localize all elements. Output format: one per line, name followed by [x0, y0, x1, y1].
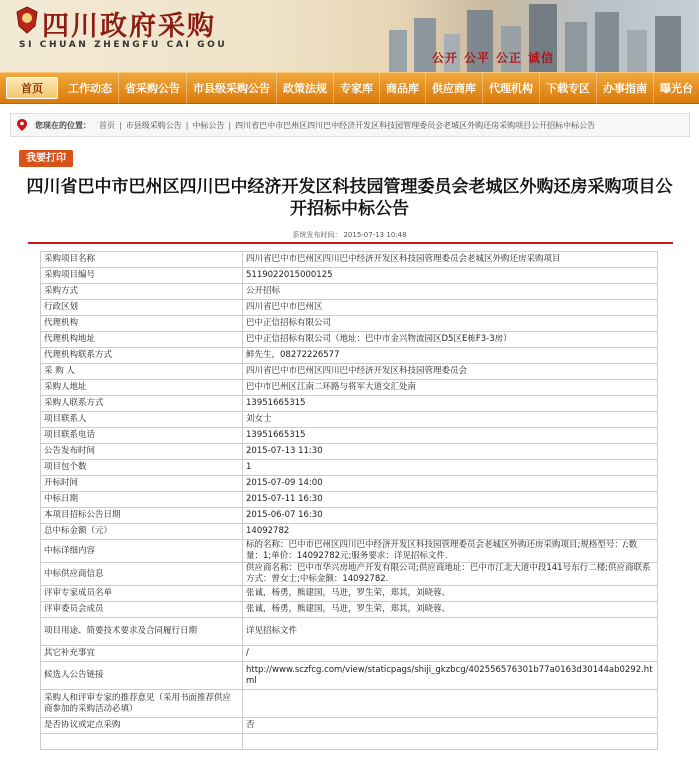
- table-row: 采购人和评审专家的推荐意见（采用书面推荐供应商参加的采购活动必填）: [41, 690, 658, 718]
- table-row: 采购项目名称 四川省巴中市巴州区四川巴中经济开发区科技园管理委员会老城区外购还房采购项目: [41, 252, 658, 268]
- table-row: 是否协议或定点采购 否: [41, 718, 658, 734]
- publish-time: 系统发布时间： 2015-07-13 10:48: [292, 231, 407, 239]
- nav-guide[interactable]: 办事指南: [597, 73, 654, 103]
- emblem-icon: [15, 6, 39, 34]
- table-row: [41, 734, 658, 750]
- nav-city-notices[interactable]: 市县级采购公告: [187, 73, 277, 103]
- table-row: 项目包个数 1: [41, 460, 658, 476]
- table-row: 采购项目编号 511902201500012​5: [41, 268, 658, 284]
- table-row: 代理机构地址 巴中正信招标有限公司（地址：巴中市金兴物流园区D5区E栋F3-3房）: [41, 332, 658, 348]
- table-row: 公告发布时间 2015-07-13 11:30: [41, 444, 658, 460]
- table-row: 代理机构 巴中正信招标有限公司: [41, 316, 658, 332]
- table-row: 开标时间 2015-07-09 14:00: [41, 476, 658, 492]
- breadcrumb: 您现在的位置： 首页 | 市县级采购公告 | 中标公告 | 四川省巴中市巴州区四川巴中经济开发区科技园管理委员会老城区外购还房采购项目公开招标中标公告: [10, 113, 690, 137]
- table-row: 评审专家成员名单 张诚，杨勇，熊建国，马进，罗生荣，郑其，刘晓蓉。: [41, 586, 658, 602]
- nav-home[interactable]: 首页: [6, 77, 58, 99]
- notice-title: 四川省巴中市巴州区四川巴中经济开发区科技园管理委员会老城区外购还房采购项目公开招标中标公告: [26, 177, 673, 219]
- nav-policies[interactable]: 政策法规: [277, 73, 334, 103]
- main-nav: [0, 72, 699, 104]
- table-row: 中标详细内容 标的名称：巴中市巴州区四川巴中经济开发区科技园管理委员会老城区外购还房采购项目;规格型号：/;数量：1;单价：14092782元;服务要求：详见招标文件.: [41, 540, 658, 563]
- table-row: 总中标金额（元） 14092782: [41, 524, 658, 540]
- breadcrumb-label: 您现在的位置：: [35, 120, 91, 130]
- table-row: 评审委员会成员 张诚，杨勇，熊建国，马进，罗生荣，郑其，刘晓蓉。: [41, 602, 658, 618]
- nav-downloads[interactable]: 下载专区: [540, 73, 597, 103]
- table-row: 项目用途、简要技术要求及合同履行日期 详见招标文件: [41, 618, 658, 646]
- table-row: 本项目招标公告日期 2015-06-07 16:30: [41, 508, 658, 524]
- table-row: 采购人地址 巴中市巴州区江南二环路与将军大道交汇处南: [41, 380, 658, 396]
- site-subtitle: SI CHUAN ZHENGFU CAI GOU: [19, 40, 228, 50]
- breadcrumb-city-notices[interactable]: 市县级采购公告: [125, 120, 182, 130]
- nav-work-news[interactable]: 工作动态: [62, 73, 119, 103]
- table-row: 项目联系人 刘女士: [41, 412, 658, 428]
- candidate-notice-link[interactable]: http://www.sczfcg.com/view/staticpags/shiji_gkzbcg/402556576301b77a0163d30144ab0292.html: [243, 662, 658, 690]
- table-row: 采购人联系方式 13951665315: [41, 396, 658, 412]
- breadcrumb-home[interactable]: 首页: [99, 120, 115, 130]
- breadcrumb-award-notices[interactable]: 中标公告: [192, 120, 225, 130]
- table-row: 其它补充事宜 /: [41, 646, 658, 662]
- nav-suppliers[interactable]: 供应商库: [426, 73, 483, 103]
- table-row: 候选人公告链接 http://www.sczfcg.com/view/staticpags/shiji_gkzbcg/402556576301b77a0163d30144ab0292.html: [41, 662, 658, 690]
- site-title[interactable]: 四川政府采购: [42, 11, 216, 42]
- notice-info-table: [40, 251, 658, 750]
- table-row: 中标供应商信息 供应商名称：巴中市华兴房地产开发有限公司;供应商地址：巴中市江北大道中段141号东行二楼;供应商联系方式：曾女士;中标金额：14092782.: [41, 563, 658, 586]
- table-row: 采购方式 公开招标: [41, 284, 658, 300]
- nav-exposure[interactable]: 曝光台: [654, 73, 699, 103]
- table-row: 采 购 人 四川省巴中市巴州区四川巴中经济开发区科技园管理委员会: [41, 364, 658, 380]
- print-button[interactable]: 我要打印: [19, 150, 73, 167]
- breadcrumb-current: 四川省巴中市巴州区四川巴中经济开发区科技园管理委员会老城区外购还房采购项目公开招标中标公告: [235, 120, 596, 130]
- table-row: 中标日期 2015-07-11 16:30: [41, 492, 658, 508]
- site-banner: [0, 0, 699, 72]
- nav-products[interactable]: 商品库: [380, 73, 426, 103]
- title-divider: [28, 242, 673, 244]
- location-pin-icon: [17, 119, 27, 131]
- slogan: 公开 公平 公正 诚信: [432, 51, 555, 65]
- nav-agencies[interactable]: 代理机构: [483, 73, 540, 103]
- nav-province-notices[interactable]: 省采购公告: [119, 73, 187, 103]
- nav-experts[interactable]: 专家库: [334, 73, 380, 103]
- table-row: 代理机构联系方式 鲜先生，08272226577: [41, 348, 658, 364]
- table-row: 项目联系电话 13951665315: [41, 428, 658, 444]
- table-row: 行政区划 四川省巴中市巴州区: [41, 300, 658, 316]
